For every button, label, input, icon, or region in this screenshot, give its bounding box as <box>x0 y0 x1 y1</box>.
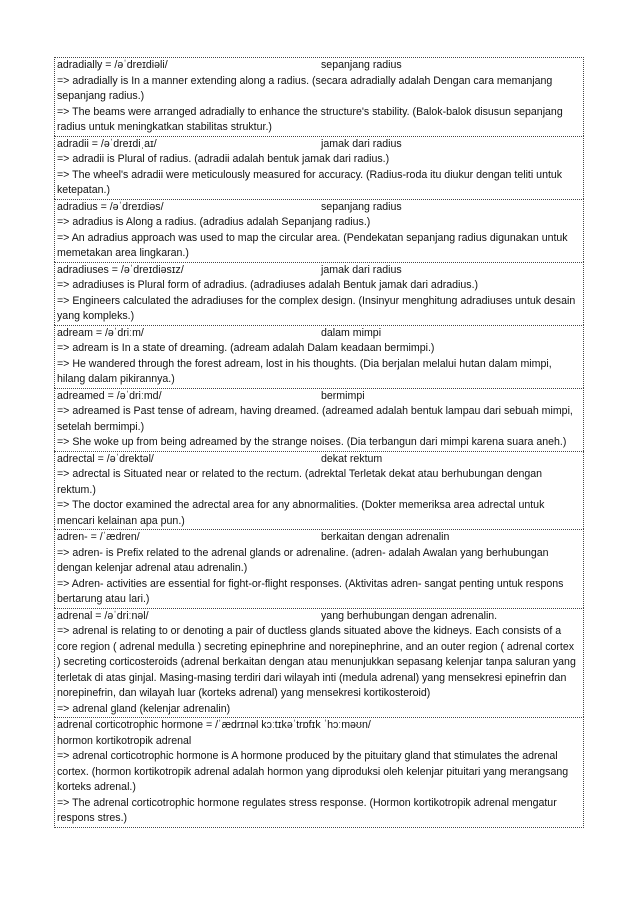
entry-meaning: dekat rektum <box>321 452 383 465</box>
dictionary-entry <box>54 608 584 718</box>
dictionary-entry <box>54 529 584 608</box>
entry-term: adrenal = /əˈdriːnəl/ <box>57 609 149 622</box>
entry-heading <box>57 530 581 546</box>
entry-heading <box>57 389 581 405</box>
entry-line: => Adren- activities are essential for fight-or-flight responses. (Aktivitas adren- sangat penting untuk respons bertarung atau lari.) <box>57 577 564 605</box>
entry-line: => adreamed is Past tense of adream, having dreamed. (adreamed adalah bentuk lampau dari sebuah mimpi, setelah bermimpi.) <box>57 405 573 433</box>
entry-line: => adradiuses is Plural form of adradius. (adradiuses adalah Bentuk jamak dari adradius.) <box>57 279 479 291</box>
entry-line: => adren- is Prefix related to the adrenal glands or adrenaline. (adren- adalah Awalan yang berhubungan dengan kelenjar adrenal atau adrenalin.) <box>57 546 549 574</box>
entry-meaning: jamak dari radius <box>321 137 402 150</box>
entry-line: => The adrenal corticotrophic hormone regulates stress response. (Hormon kortikotropik adrenal mengatur respons stres.) <box>57 796 557 824</box>
entry-line: hormon kortikotropik adrenal <box>57 734 192 747</box>
entry-term: adradii = /əˈdreɪdiˌaɪ/ <box>57 137 157 150</box>
dictionary-entry <box>54 136 584 199</box>
entry-line: ) secreting corticosteroids (adrenal berkaitan dengan atau menunjukkan sepasang kelenjar tanpa saluran yang terletak di atas ginjal. Masing-masing terdiri dari wilayah inti (medula adrenal) yang mensekresi epinefrin dan norepinefrin, dan wilayah luar (korteks adrenal) yang mensekresi kortikosteroid) <box>57 656 576 699</box>
entry-line: => Engineers calculated the adradiuses for the complex design. (Insinyur menghitung adradiuses untuk desain yang kompleks.) <box>57 294 576 322</box>
dictionary-entry <box>54 57 584 136</box>
entry-line: => The doctor examined the adrectal area for any abnormalities. (Dokter memeriksa area adrectal untuk mencari kelainan apa pun.) <box>57 499 545 527</box>
entry-line: => adrenal corticotrophic hormone is A hormone produced by the pituitary gland that stimulates the adrenal cortex. (hormon kortikotropik adrenal adalah hormon yang diproduksi oleh kelenjar pituitari yang merangsang korteks adrenal.) <box>57 750 569 793</box>
entry-heading <box>57 326 581 342</box>
entry-term: adradially = /əˈdreɪdiəli/ <box>57 59 168 71</box>
dictionary-entry <box>54 199 584 262</box>
entry-heading <box>57 200 581 216</box>
entry-term: adradiuses = /əˈdreɪdiəsɪz/ <box>57 263 184 276</box>
entry-line: => adrectal is Situated near or related to the rectum. (adrektal Terletak dekat atau berhubungan dengan rektum.) <box>57 468 543 496</box>
entry-heading <box>57 718 581 734</box>
entry-heading <box>57 609 581 625</box>
entry-meaning: sepanjang radius <box>321 59 402 71</box>
entry-meaning: sepanjang radius <box>321 200 402 213</box>
entry-heading <box>57 263 581 279</box>
entry-meaning: bermimpi <box>321 389 365 402</box>
entry-term: adreamed = /əˈdriːmd/ <box>57 389 162 402</box>
entry-line: => She woke up from being adreamed by the strange noises. (Dia terbangun dari mimpi karena suara aneh.) <box>57 436 567 448</box>
entry-line: => adradii is Plural of radius. (adradii adalah bentuk jamak dari radius.) <box>57 153 390 165</box>
dictionary-entry <box>54 325 584 388</box>
entry-line: => adradius is Along a radius. (adradius adalah Sepanjang radius.) <box>57 216 371 228</box>
entry-meaning: yang berhubungan dengan adrenalin. <box>321 609 498 622</box>
entry-term: adrectal = /əˈdrektəl/ <box>57 452 154 465</box>
entry-line: => adrenal gland (kelenjar adrenalin) <box>57 702 231 715</box>
entry-line: => The beams were arranged adradially to enhance the structure's stability. (Balok-balok disusun sepanjang radius untuk meningkatkan stabilitas struktur.) <box>57 105 563 133</box>
entry-heading <box>57 58 581 74</box>
dictionary-entry <box>54 717 584 828</box>
entry-line: => He wandered through the forest adream, lost in his thoughts. (Dia berjalan melalui hutan dalam mimpi, hilang dalam pikirannya.) <box>57 357 552 385</box>
dictionary-entry <box>54 451 584 530</box>
entry-line: => adream is In a state of dreaming. (adream adalah Dalam keadaan bermimpi.) <box>57 342 435 354</box>
dictionary-sheet <box>54 57 584 828</box>
entry-line: => adradially is In a manner extending along a radius. (secara adradially adalah Dengan cara memanjang sepanjang radius.) <box>57 74 553 102</box>
dictionary-entry <box>54 388 584 451</box>
entry-term: adream = /əˈdriːm/ <box>57 326 144 339</box>
entry-term: adradius = /əˈdreɪdiəs/ <box>57 200 164 213</box>
entry-heading <box>57 137 581 153</box>
entry-term: adren- = /ˈædren/ <box>57 531 140 543</box>
entry-line: => The wheel's adradii were meticulously measured for accuracy. (Radius-roda itu diukur dengan teliti untuk ketepatan.) <box>57 168 563 196</box>
entry-meaning: dalam mimpi <box>321 326 382 339</box>
entry-line: => adrenal is relating to or denoting a pair of ductless glands situated above the kidneys. Each consists of a core region ( adrenal medulla ) secreting epinephrine and norepinephrine, and an outer region ( adrenal cortex <box>57 625 575 653</box>
dictionary-entry <box>54 262 584 325</box>
entry-meaning: berkaitan dengan adrenalin <box>321 531 450 543</box>
entry-meaning: jamak dari radius <box>321 263 402 276</box>
entry-term: adrenal corticotrophic hormone = /ˈædrɪnəl kɔːtɪkəˈtrɒfɪk ˈhɔːməʊn/ <box>57 719 371 731</box>
entry-heading <box>57 452 581 468</box>
entry-line: => An adradius approach was used to map the circular area. (Pendekatan sepanjang radius digunakan untuk memetakan area lingkaran.) <box>57 231 568 259</box>
